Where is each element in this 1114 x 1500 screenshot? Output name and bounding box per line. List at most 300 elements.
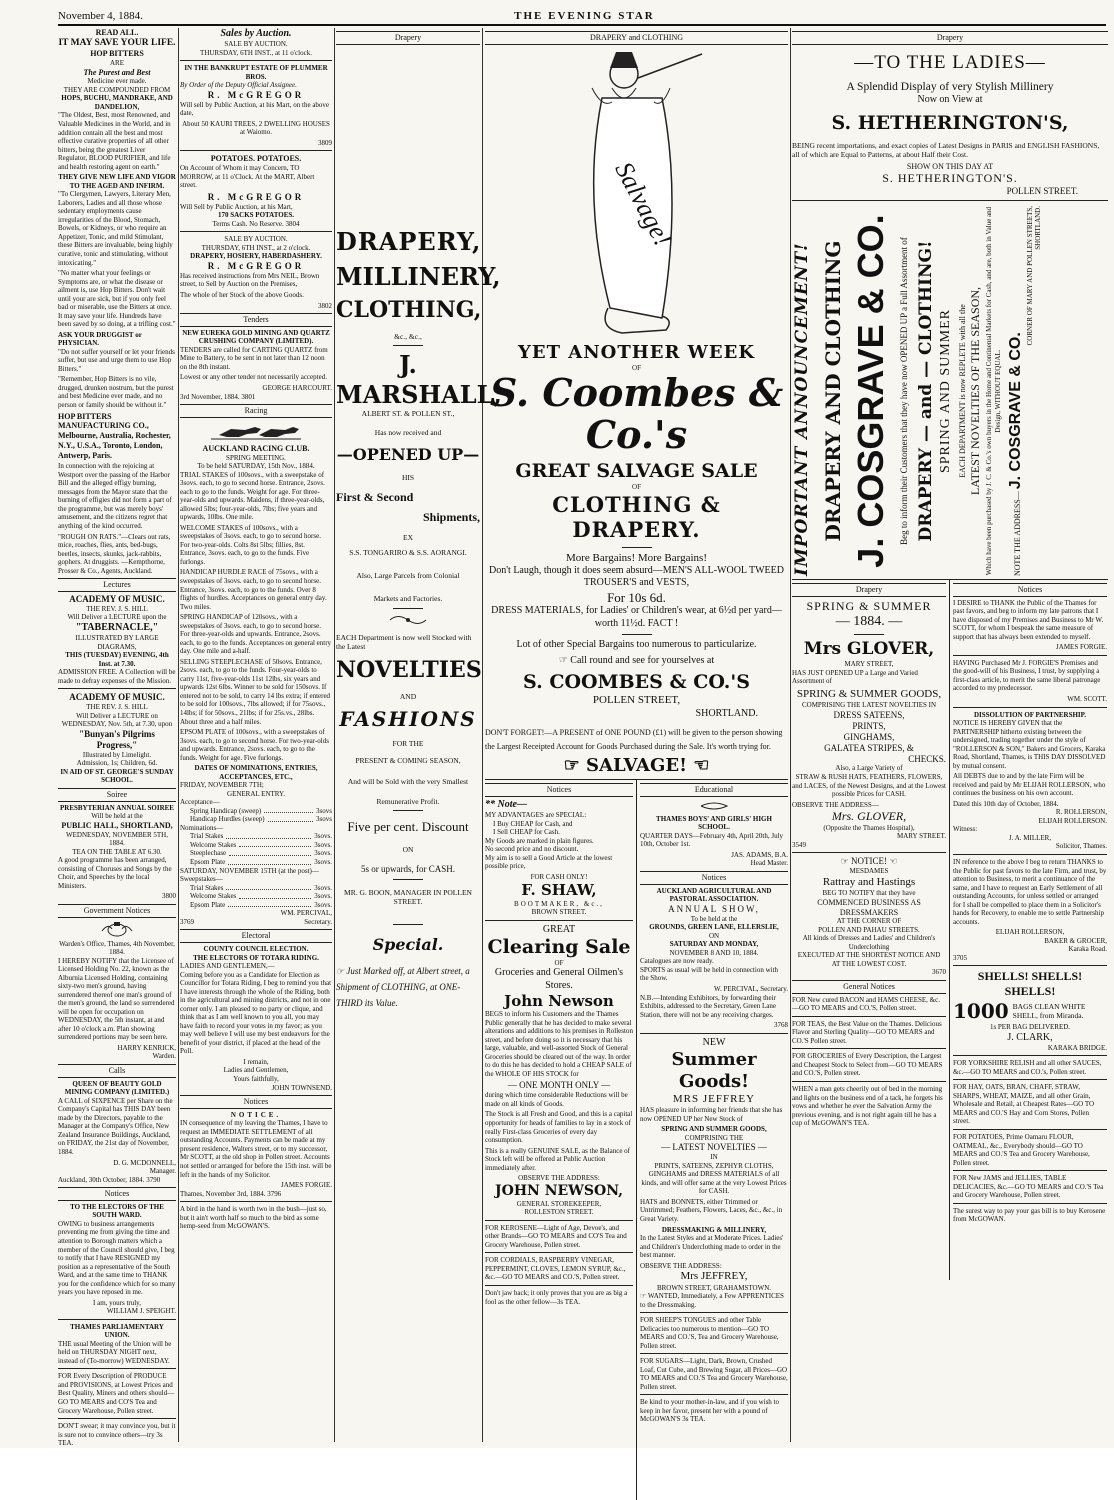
headline: —TO THE LADIES— (854, 51, 1046, 73)
text: MY ADVANTAGES are SPECIAL: (485, 810, 587, 819)
paragraph: A good programme has been arranged, consisting of Choruses and Songs by the Choir, and Speeches by the local Ministers. (58, 856, 172, 890)
text: ELIJAH ROLLERSON, (995, 928, 1065, 937)
text: CORNER OF MARY AND POLLEN STREETS, (1025, 205, 1034, 346)
paragraph: HAVING Purchased Mr J. FORGIE'S Premises and the good-will of his Business, I trust, by supplying a first-class article, to merit the same liberal patronage accorded to my predecessor. (953, 658, 1101, 693)
text: Witness: (953, 825, 978, 834)
text: JOHN TOWNSEND. (271, 1083, 332, 1092)
heading: THEY GIVE NEW LIFE AND VIGOR TO THE AGED AND INFIRM. (58, 173, 176, 190)
text: Remunerative Profit. (376, 796, 440, 806)
text: To be held at the (690, 914, 738, 923)
headline: LATEST NOVELTIES OF THE SEASON, (967, 286, 982, 495)
text: Will be held at the (91, 812, 143, 821)
paragraph: FOR GROCERIES of Every Description, the Largest and Cheapest Stock to Select from—GO TO MEARS and CO.'S, Pollen street. (792, 1052, 943, 1078)
text: FRIDAY, NOVEMBER 7TH; (180, 781, 264, 790)
heading: COUNTY COUNCIL ELECTION. (203, 945, 309, 953)
paragraph: Lowest or any other tender not necessarily accepted. (180, 373, 327, 382)
text: For 10s 6d. (607, 589, 666, 605)
section-header: Notices (485, 783, 633, 797)
text: And will be Sold with the very Smallest (347, 777, 469, 787)
text: Groceries and General Oilmen's Stores. (494, 967, 624, 991)
paragraph: STRAW & RUSH HATS, FEATHERS, FLOWERS, and LACES, of the Newest Designs, and at the Lowest possible Prices for CASH. (792, 773, 946, 799)
paragraph: HOP BITTERS MANUFACTURING CO., Melbourne, Australia, Rochester, N.Y., U.S.A., Toronto, London, Antwerp, Paris. (58, 411, 171, 460)
section-header: Drapery (336, 31, 480, 45)
text: WEDNESDAY, NOVEMBER 5TH, 1884. (66, 830, 168, 848)
text: ON (708, 931, 720, 940)
paragraph: "ROUGH ON RATS."—Clears out rats, mice, roaches, flies, ants, bed-bugs, beetles, insects, skunks, jack-rabbits, gophers. At druggists. —Kempthorne, Prosser & Co., Agents, Auckland. (58, 532, 171, 575)
text: First & Second (336, 489, 414, 504)
headline: FASHIONS (339, 706, 477, 731)
text: MR. G. BOON, MANAGER IN POLLEN STREET. (344, 887, 472, 906)
paragraph: Will sell by Public Auction, at his Mart, on the above date, (180, 100, 330, 118)
headline: IMPORTANT ANNOUNCEMENT! (792, 242, 812, 576)
text: DRESS SATEENS, (833, 709, 905, 720)
paragraph: N.B.—Intending Exhibitors, by forwarding their Exhibits, addressed to the Secretary, Green Lane Station, there will not be any receiving charges. (640, 993, 776, 1019)
paragraph: FOR New cured BACON and HAMS CHEESE, &c.—GO TO MEARS and CO.'S, Pollen street. (792, 995, 940, 1013)
heading: NOTICE. (230, 1110, 282, 1119)
text: OF (632, 483, 641, 491)
text: LADIES AND GENTLEMEN,— (180, 962, 275, 971)
text: Markets and Factories. (373, 594, 443, 604)
headline: SHELLS! SHELLS! SHELLS! (977, 969, 1083, 999)
shop-name: F. SHAW, (521, 881, 597, 900)
paragraph: My aim is to sell a Good Article at the lowest possible price, (485, 853, 613, 871)
text: W. PERCIVAL, Secretary. (713, 985, 788, 994)
headline: Summer Goods! (671, 1048, 757, 1092)
heading: DISSOLUTION OF PARTNERSHIP. (973, 710, 1087, 719)
section-header: Calls (58, 1064, 176, 1078)
text: J. A. MILLER, (1008, 833, 1052, 842)
section-header: Soiree (58, 788, 176, 802)
heading: POTATOES. POTATOES. (210, 154, 302, 164)
paragraph: FOR CORDIALS, RASPBERRY VINEGAR, PEPPERMINT, CLOVES, LEMON SYRUP, &c., &c.—GO TO MEARS and CO.'S, Pollen street. (485, 1256, 626, 1282)
cosgrave-advertisement (792, 204, 1108, 579)
text: THURSDAY, 6TH INST., at 2 o'clock. (201, 243, 311, 252)
fee-row: Handicap Hurdles (sweep) 3sovs (190, 815, 332, 824)
section-header: Notices (953, 583, 1107, 597)
paragraph: ADMISSION FREE. A Collection will be made to defray expenses of the Mission. (58, 668, 176, 685)
text: Will Sell by Public Auction, at his Mart, (180, 202, 293, 211)
text: &c., &c., (394, 332, 422, 342)
headline: Special. (372, 934, 444, 954)
section-header: Lectures (58, 578, 176, 592)
text: AT THE LOWEST COST. (831, 959, 907, 968)
paragraph: Be kind to your mother-in-law, and if you wish to keep in her favor, present her with a pound of McGOWAN'S 3s TEA. (640, 1398, 779, 1424)
text: Ladies and Gentlemen, (223, 1066, 289, 1075)
paragraph: I DESIRE to THANK the Public of the Thames for past favors, and beg to inform my late patrons that I have disposed of my Premises and Business to Mr W. SCOTT, for whom I bespeak the same measure of support that has always been extended to myself. (953, 598, 1104, 641)
text: Solicitor, Thames. (1055, 842, 1107, 851)
paragraph: "Do not suffer yourself or let your friends suffer, but use and urge them to use Hop Bitters." (58, 347, 175, 373)
section-header: Educational (640, 783, 788, 797)
text: FOR CASH ONLY! (530, 872, 588, 881)
text: JAMES FORGIE. (1056, 643, 1107, 652)
text: SALE BY AUCTION. (224, 40, 288, 49)
fee-row: Epsom Plate 3sovs. (190, 900, 332, 909)
text: D. G. MCDONNELL, (113, 1158, 176, 1167)
section-header: Notices (180, 1095, 332, 1109)
headline: MILLINERY, (336, 262, 501, 292)
headline: ☞ NOTICE! ☜ (840, 856, 898, 867)
fee-list (180, 884, 332, 910)
text: ILLUSTRATED BY LARGE DIAGRAMS, (75, 634, 159, 651)
text: POLLEN STREET, (592, 694, 681, 707)
text: MARY STREET. (896, 832, 946, 841)
text: 1000 BAGS CLEAN WHITE SHELL, from Miranda. (953, 998, 1086, 1023)
auctioneer-name: R. McGREGOR (207, 260, 305, 271)
text: ANNUAL SHOW, (668, 903, 760, 914)
text: Will Deliver a LECTURE on WEDNESDAY, Nov. 5th, at 7.30, upon (61, 711, 173, 729)
column-3 (336, 28, 502, 1442)
text: Also, Large Parcels from Colonial (356, 571, 460, 581)
text: Don't Laugh, though it does seem absurd—MEN'S ALL-WOOL TWEED TROUSER'S and VESTS, (489, 565, 784, 589)
text: BOOTMAKER, &c., (514, 899, 604, 908)
paragraph: Coming before you as a Candidate for Election as Councillor for Totara Riding, I beg to remind you that I have interests through the whole of the Riding, both in the agricultural and mining districts, and not in one corner only. I am pleased to no party or clique, and think that as I am well known to you all, you may have faith to record your votes in my favor; as you may well believe I will use my best endeavors for the benefit of your district, if placed at the head of the Poll. (180, 970, 332, 1056)
headline: SPRING AND SUMMER (937, 308, 953, 473)
text: Lot of other Special Bargains too numerous to particularize. (516, 638, 757, 650)
paragraph: All DEBTS due to and by the late Firm will be received and paid by Mr ELIJAH ROLLERSON, who continues the business on his own account. (953, 772, 1106, 798)
text: I am, yours truly, (93, 1298, 141, 1307)
section-header: Drapery (792, 31, 1108, 45)
paragraph: A bird in the hand is worth two in the bush—just so, but it ain't worth half so much to the bird as some hemp-seed from McGOWAN'S. (180, 1205, 327, 1231)
text: Medicine ever made. (87, 77, 147, 86)
headline: —OPENED UP— (336, 445, 480, 465)
section-header: Electoral (180, 929, 332, 943)
text: SALE BY AUCTION. (224, 235, 288, 244)
text: ARE (110, 59, 124, 68)
paragraph: WHEN a man gets cheerily out of bed in the morning and lights on the business end of a tack, he forgets his vows and whether he ever the Salvation Army the previous evening, and is not right again till he has a cup of McGOWAN'S TEA. (792, 1085, 943, 1128)
text: DRESS MATERIALS, for Ladies' or Children's wear, at 6½d per yard—worth 11½d. FACT ! (491, 605, 782, 629)
text: R. ROLLERSON, (1055, 808, 1107, 817)
shop-name: S. HETHERINGTON'S. (882, 171, 1018, 186)
heading: TO THE ELECTORS OF THE SOUTH WARD. (70, 1202, 164, 1220)
heading: IN THE BANKRUPT ESTATE OF PLUMMER BROS. (184, 64, 328, 81)
text: IN (710, 1153, 718, 1162)
paragraph: HATS and BONNETS, either Trimmed or Untrimmed; Feathers, Flowers, Laces, &c., &c., in Great Variety. (640, 1197, 783, 1223)
pointing-hand-icon: ☞ (558, 654, 568, 666)
text: Which have been purchased by J. C. & Co.'s own buyers in the Home and Continental Markets for Cash, and are, both in Value and Design, WITHOUT EQUAL. (985, 206, 1002, 576)
text: OBSERVE THE ADDRESS: (640, 1261, 722, 1270)
fee-row: Trial Stakes 3sovs. (190, 832, 332, 841)
paragraph: ☞ WANTED, Immediately, a Few APPRENTICES to the Dressmaking. (640, 1292, 784, 1309)
text: All kinds of Dresses and Ladies' and Children's Underclothing (802, 934, 936, 951)
text: WM. PERCIVAL, (280, 909, 332, 918)
text: Also, a Large Variety of (835, 764, 903, 773)
text: SPRING MEETING. (226, 453, 286, 462)
paragraph: WELCOME STAKES of 100sovs., with a sweepstakes of 3sovs. each, to go to second horse. For two-year-olds. Colts 8st 5lbs; fillies, 8st. Entrance, 3sovs. each, to go to the funds. Five furlongs. (180, 523, 321, 566)
paragraph: About 50 KAURI TREES, 2 DWELLING HOUSES at Waiomo. (182, 119, 330, 137)
ornament-icon (388, 613, 428, 627)
text: Has now received and (374, 427, 442, 437)
text: Manager. (149, 1167, 176, 1176)
text: ELIJAH ROLLERSON. (1038, 816, 1107, 825)
text: ON (402, 844, 414, 854)
shop-name: MRS JEFFREY (672, 1092, 756, 1105)
heading: PRESBYTERIAN ANNUAL SOIREE (60, 803, 174, 812)
text: GEORGE HARCOURT. (262, 384, 332, 392)
ad-number: 3705 (953, 953, 967, 962)
auctioneer-name: R. McGREGOR (207, 191, 305, 202)
text: Acceptance— (180, 798, 220, 807)
section-header: DRAPERY and CLOTHING (485, 31, 788, 45)
text: OBSERVE THE ADDRESS: (518, 1174, 600, 1183)
text: Warden. (152, 1052, 176, 1061)
section-header: Notices (640, 871, 788, 885)
shop-name: S. COOMBES & CO.'S (523, 671, 750, 694)
text: JAMES FORGIE. (281, 1181, 332, 1190)
text: Admission, 1s; Children, 6d. (76, 759, 158, 768)
text: 170 SACKS POTATOES. (217, 211, 295, 220)
pointing-hand-icon: ☞ (563, 755, 580, 777)
paragraph: "To Clergymen, Lawyers, Literary Men, Laborers, Ladies and all those whose sedentary employments cause irregularities of the Blood, Stomach, Bowels, or Kidneys, or who require an Appetizer, Tonic, and mild Stimulant, these Bitters are invaluable, being highly curative, tonic and stimulating, without intoxicating." (58, 190, 173, 267)
pointing-hand-icon: ☜ (889, 856, 898, 867)
paragraph: SPRING HANDICAP of 120sovs., with a sweepstakes of 3sovs. each, to go to second horse. For three-year-olds and upwards. Entrance, 2sovs. each, to go to the funds. Acceptances on general entry day. One mile and a-half. (180, 613, 332, 656)
text: I Buy CHEAP for Cash, and (493, 819, 573, 828)
paragraph: The whole of her Stock of the above Goods. (180, 291, 304, 299)
salvage-banner-text: Salvage! (608, 156, 678, 251)
text: HARRY KENRICK, (117, 1043, 176, 1052)
text: IN AID OF ST. GEORGE'S SUNDAY SCHOOL. (60, 767, 174, 785)
text: — LATEST NOVELTIES — (661, 1142, 767, 1153)
text: THE REV. J. S. HILL (86, 703, 148, 712)
text: More Bargains! More Bargains! (565, 551, 708, 564)
paragraph: HAS pleasure in informing her friends that she has now OPENED UP her New Stock of (640, 1106, 783, 1123)
text: Will Deliver a LECTURE upon the (67, 613, 167, 622)
text: By Order of the Deputy Official Assignee. (180, 81, 297, 90)
text: THURSDAY, 6TH INST., at 11 o'clock. (200, 48, 312, 57)
paragraph: FOR New JAMS and JELLIES, TABLE DELICACIES, &c.—GO TO MEARS and CO.'S Tea and Grocery Warehouse, Pollen street. (953, 1174, 1104, 1200)
shop-name: S. HETHERINGTON'S, (831, 112, 1069, 135)
paragraph: IN consequence of my leaving the Thames, I have to request an IMMEDIATE SETTLEMENT of all outstanding Accounts. Payments can be made at my present residence, Walters street, or to my successor, Mr SCOTT, at the old shop in Pollen street. Accounts not settled or arranged for before the 15th inst. will be left in the hands of my Solicitor. (180, 1119, 332, 1179)
pointing-hand-icon: ☞ (640, 1292, 647, 1301)
text: MARY STREET, (844, 660, 894, 669)
paragraph: Don't jaw back; it only proves that you are as big a fool as the other fellow—3s TEA. (485, 1289, 628, 1306)
masthead (58, 2, 1106, 26)
headline: CLOTHING & DRAPERY. (552, 491, 721, 543)
headline: DRAPERY — and — CLOTHING! (916, 240, 936, 542)
text: COMPRISING THE (684, 1133, 744, 1142)
section-header: Sales by Auction. (220, 28, 292, 39)
headline: SPRING & SUMMER (806, 598, 932, 613)
pointing-hand-icon: ☞ (840, 856, 849, 867)
fee-row: Welcome Stakes 3sovs. (190, 892, 332, 901)
text: 1s PER BAG DELIVERED. (989, 1023, 1071, 1032)
text: ALBERT ST. & POLLEN ST., (361, 408, 455, 418)
text: GREAT (542, 923, 576, 935)
shop-name: Mrs JEFFREY, (680, 1270, 748, 1283)
text: TEA ON THE TABLE AT 6.30. (72, 847, 162, 856)
paragraph: HAS JUST OPENED UP a Large and Varied Assortment of (792, 668, 918, 686)
paragraph: SELLING STEEPLECHASE of 50sovs. Entrance, 2sovs. each, to go to the funds. Four-year-olds to carry 11st, five-year-olds 11st 12lbs, six years and upwards 12st 6lbs. Winner to be sold for 150sovs. If entered not to be sold, to carry 14 lbs extra; if entered to be sold for 100sovs., 7lbs allowed; if for 75sovs., 14lbs; if for 50sovs., 21lbs; if for 25s.vs., 28lbs. About three and a half miles. (180, 657, 331, 726)
shop-name: Mrs GLOVER, (803, 639, 935, 660)
text: GENERAL STOREKEEPER, (516, 1199, 602, 1208)
text: WILLIAM J. SPEIGHT. (106, 1307, 176, 1316)
column-5 (792, 28, 1108, 1442)
heading: ACADEMY OF MUSIC. (69, 593, 165, 604)
shop-name: Rattray and Hastings (822, 875, 916, 888)
column-2 (180, 28, 332, 1442)
heading: HOP BITTERS (90, 49, 144, 59)
ad-number: 3809 (318, 138, 332, 147)
paragraph: In the Latest Styles and at Moderate Prices. Ladies' and Children's Underclothing made to order in the best manner. (640, 1234, 784, 1260)
heading: QUEEN OF BEAUTY GOLD MINING COMPANY (LIMITED.) (64, 1079, 170, 1097)
text: WM. SCOTT. (1067, 694, 1107, 703)
paragraph: TRIAL STAKES of 100sovs., with a sweepstake of 3sovs. each, to go to second horse. Entrance, 2sovs. each to go to the funds. Weight for age. For three-year-olds and upwards. Maidens, if three-year-olds, allowed 5lbs; four-year-olds, 7lbs; five years and upwards, 10lbs. One mile. (180, 470, 325, 522)
text: Beg to inform their Customers that they have now OPENED UP a Full Assortment of (899, 237, 910, 545)
paragraph: FOR YORKSHIRE RELISH and all other SAUCES, &c.—GO TO MEARS and CO.'s, Pollen street. (953, 1059, 1102, 1076)
headline: Clearing Sale (487, 935, 631, 958)
text: HOPS, BUCHU, MANDRAKE, AND DANDELION, (61, 94, 173, 111)
text: Auckland, 30th October, 1884. 3790 (58, 1175, 161, 1184)
headline: ☞ SALVAGE! ☜ (563, 755, 710, 777)
fee-list (180, 832, 332, 866)
paragraph: FOR Every Description of PRODUCE and PROVISIONS, at Lowest Prices and Best Quality, Miners and others should—GO TO MEARS and CO'S Tea and Grocery Warehouse, Pollen street. (58, 1372, 175, 1415)
text: S.S. TONGARIRO & S.S. AORANGI. (349, 548, 467, 558)
text: ROLLESTON STREET. (524, 1208, 594, 1217)
text: POLLEN AND PAHAU STREETS. (818, 925, 920, 934)
section-header: Drapery (792, 583, 946, 597)
paragraph: NOTICE IS HEREBY GIVEN that the PARTNERSHIP hitherto existing between the undersigned, trading together under the style of "ROLLERSON & SON," Bakers and Grocers, Karaka Road, Shortland, Thames, is THIS DAY DISSOLVED by mutual consent. (953, 719, 1106, 770)
pointing-hand-icon: ☞ (336, 965, 345, 976)
coat-of-arms-icon (100, 921, 134, 937)
headline: CLOTHING, (336, 297, 482, 324)
paragraph: HANDICAP HURDLE RACE of 75sovs., with a sweepstakes of 3sovs. each, to go to second horse. Entrance, 3sovs. each, to go to the funds. Over 8 flights of hurdles. Acceptances on general entry day. Two miles. (180, 568, 327, 611)
text: 3rd November, 1884. 3801 (180, 392, 256, 401)
paragraph: FOR KEROSENE—Light of Age, Devoe's, and other Brands—GO TO MEARS and CO'S Tea and Grocery Warehouse, Pollen street. (485, 1223, 627, 1249)
text: PRINTS, (852, 720, 886, 731)
headline: — 1884. — (835, 614, 903, 630)
text: PRESENT & COMING SEASON, (355, 756, 461, 766)
text: Yours faithfully, (233, 1074, 279, 1083)
shop-name: J. MARSHALL, (336, 350, 502, 409)
shop-name: John Newson (504, 991, 614, 1010)
fee-row: Spring Handicap (sweep) 3sovs (190, 806, 332, 815)
paragraph: Has received instructions from Mrs NEIL, Brown street, to Sell by Auction on the Premises, (180, 271, 320, 289)
paragraph: FOR SUGARS—Light, Dark, Brown, Crushed Loaf, Cut Cube, and Brewing Sugar, all Prices—GO TO MEARS and CO.'S Tea and Grocery Warehouse, Pollen street. (640, 1357, 788, 1391)
headline: GREAT SALVAGE SALE (515, 459, 758, 482)
text: THEY ARE COMPOUNDED FROM (63, 85, 171, 94)
pointing-hand-icon: ☜ (693, 755, 710, 777)
text: COMPRISING THE LATEST NOVELTIES IN (801, 701, 937, 710)
paragraph: EPSOM PLATE of 100sovs., with a sweepstakes of 3sovs. each, to go to second horse. For two-year-olds and upwards. Entrance, 2sovs. each, to go to the funds. Weight for age. Five furlongs. (180, 728, 329, 762)
heading: ** Note— (485, 798, 527, 810)
headline: Five per cent. Discount (347, 818, 469, 834)
text: 5s or upwards, for CASH. (361, 863, 455, 874)
heading: "Bunyan's Pilgrims Progress," (79, 728, 155, 750)
ad-number: 3549 (792, 840, 806, 849)
text: A Splendid Display of very Stylish Millinery (846, 80, 1054, 93)
text: NOVEMBER 8 AND 10, 1884. (669, 948, 759, 957)
masthead-date: November 4, 1884. (58, 10, 143, 22)
text: NOTE THE ADDRESS— J. COSGRAVE & CO. (1007, 332, 1025, 576)
text: THIS (TUESDAY) EVENING, 4th Inst. at 7.30. (65, 651, 169, 668)
paragraph: DON'T FORGET!—A PRESENT of ONE POUND (£1) will be given to the person showing the Largest Receipted Account for Goods Purchased during the Sale. It's worth trying for. (485, 727, 783, 751)
text: Thames, November 3rd, 1884. 3796 (180, 1189, 282, 1198)
paragraph: This is a really GENUINE SALE, as the Balance of Stock left will be offered at Public Auction immediately after. (485, 1146, 631, 1172)
paragraph: A CALL of SIXPENCE per Share on the Company's Capital has THIS DAY been made by the Directors, payable to the Manager at the Company's Office, New Zealand Insurance Buildings, Auckland, on FRIDAY, the 21st day of November, 1884. (58, 1096, 173, 1156)
text: THE REV. J. S. HILL (86, 604, 148, 613)
paragraph: On Account of Whom it may Concern, TO MORROW, at 11 o'Clock. At the MART, Albert street. (180, 164, 315, 190)
text: The Purest and Best (83, 67, 151, 77)
shop-name: J. COSGRAVE & CO. (850, 214, 892, 568)
paragraph: FOR TEAS, the Best Value on the Thames. Delicious Flavor and Sterling Quality—GO TO MEARS and CO.'S Pollen street. (792, 1019, 942, 1045)
paragraph: "Remember, Hop Bitters is no vile, drugged, drunken nostrum, but the purest and best Medicine ever made, and no person or family should be without it." (58, 375, 174, 410)
text: SATURDAY AND MONDAY, (669, 940, 759, 949)
text: EXECUTED AT THE SHORTEST NOTICE AND (797, 951, 941, 960)
paragraph: OWING to business arrangements preventing me from giving the time and attention to Borough matters which a member of the Council should give, I beg to notify that I have RESIGNED my position as a representative of the South Ward, and at the same time to THANK you for the confidence which for so many years you have reposed in me. (58, 1219, 176, 1297)
shop-name: Mrs. GLOVER, (831, 809, 907, 824)
headline: NOVELTIES (336, 656, 482, 683)
text: BEG TO NOTIFY that they have (822, 889, 916, 898)
section-header: Racing (180, 404, 332, 418)
text: GINGHAMS, (843, 731, 895, 742)
text: AT THE CORNER OF (836, 917, 902, 926)
text: Catalogues are now ready. (640, 957, 714, 966)
paragraph: PRINTS, SATEENS, ZEPHYR CLOTHS, GINGHAMS and DRESS MATERIALS of all kinds, and will offer same at the very Lowest Prices for CASH. (641, 1161, 787, 1196)
text: NEW (702, 1036, 726, 1048)
text: FOR THE (392, 739, 424, 749)
paragraph: QUARTER DAYS—February 4th, April 20th, July 10th, October 1st. (640, 831, 784, 849)
text: To be held SATURDAY, 15th Nov., 1884. (197, 462, 315, 471)
headline: DRAPERY AND CLOTHING (820, 240, 845, 542)
text: EX (403, 532, 413, 542)
text: ☞ Call round and see for yourselves at (558, 654, 715, 666)
paragraph: In connection with the rejoicing at Westport over the passing of the Harbor Bill and the alleged effigy burning, messages from the Mayor state that the burning of effigies did not form a part of the programme, but was merely boys' amusement, and the citizens regret that anything of the kind occurred. (58, 462, 172, 531)
text: No second price and no discount. (485, 845, 579, 854)
text: ASK YOUR DRUGGIST or PHYSICIAN. (58, 330, 142, 348)
text: — ONE MONTH ONLY — (507, 1080, 611, 1091)
text: Dated this 10th day of October, 1884. (953, 799, 1059, 808)
paragraph: THE usual Meeting of the Union will be held on THURSDAY NIGHT next, instead of (To-morrow) WEDNESDAY. (58, 1339, 172, 1365)
paragraph: The Stock is all Fresh and Good, and this is a capital opportunity for heads of families to lay in a stock of really First-class Groceries of every day consumption. (485, 1110, 633, 1145)
headline: DRAPERY, (336, 226, 482, 256)
text: 3769 Secretary. (180, 917, 332, 926)
salvage-banner-illustration (562, 48, 712, 338)
section-header: Tenders (180, 313, 332, 327)
paragraph: DON'T swear; it may convince you, but it is sure not to convince others—try 3s TEA. (58, 1422, 176, 1448)
racehorse-icon (211, 421, 301, 441)
heading: DATES OF NOMINATIONS, ENTRIES, ACCEPTANCES, ETC., (194, 764, 318, 781)
text: OF (554, 958, 564, 967)
text: Sweepstakes— (180, 875, 223, 884)
masthead-title: THE EVENING STAR (514, 10, 655, 22)
heading: THAMES PARLIAMENTARY UNION. (70, 1322, 164, 1340)
text: (Opposite the Thames Hospital), (823, 823, 915, 832)
ad-number: 3768 (774, 1021, 788, 1030)
text: SHORTLAND. (695, 707, 758, 719)
ad-number: 3670 (932, 968, 946, 977)
text: AND (399, 691, 417, 701)
text: BAKER & GROCER, (1044, 936, 1107, 945)
text: DRESSMAKING & MILLINERY, (661, 1225, 767, 1234)
text: My Goods are marked in plain figures. (485, 836, 594, 845)
paragraph: SPORTS as usual will be held in connection with the Show. (640, 965, 779, 983)
text: SPRING AND SUMMER GOODS, (661, 1125, 767, 1134)
section-header: Government Notices (58, 904, 176, 918)
paragraph: ☞ Just Marked off, at Albert street, a Shipment of CLOTHING, at ONE-THIRD its Value. (336, 965, 470, 1008)
heading: NEW EUREKA GOLD MINING AND QUARTZ CRUSHING COMPANY (LIMITED). (182, 328, 330, 346)
text: BROWN STREET, GRAHAMSTOWN. (656, 1283, 772, 1292)
ad-number: 3802 (318, 301, 332, 310)
text: Illustrated by Limelight. (82, 750, 152, 759)
ad-number: 3800 (162, 892, 176, 901)
paragraph: FOR SHEEP'S TONGUES and other Table Delicacies too numerous to mention—GO TO MEARS and CO.'S, Tea and Grocery Warehouse, Pollen street. (640, 1316, 779, 1350)
section-header: Notices (58, 1187, 176, 1201)
text: BROWN STREET. (531, 908, 587, 917)
text: Nominations— (180, 823, 224, 832)
auctioneer-name: R. McGREGOR (207, 89, 305, 100)
paragraph: TENDERS are called for CARTING QUARTZ from Mine to Battery, to be sent in not later than 12 noon on the 8th instant. (180, 345, 328, 371)
paragraph: EACH Department is now well Stocked with the Latest (336, 632, 472, 651)
paragraph: IN reference to the above I beg to return THANKS to the Public for past favors to the late Firm, and trust, by attention to Business, to merit a continuance of the same, and I have to request an Early Settlement of all outstanding Accounts, for unless settled or arranged for I shall be compelled to place them in a Solicitor's hands for Recovery, to enable me to settle Partnership accounts. (953, 858, 1107, 926)
